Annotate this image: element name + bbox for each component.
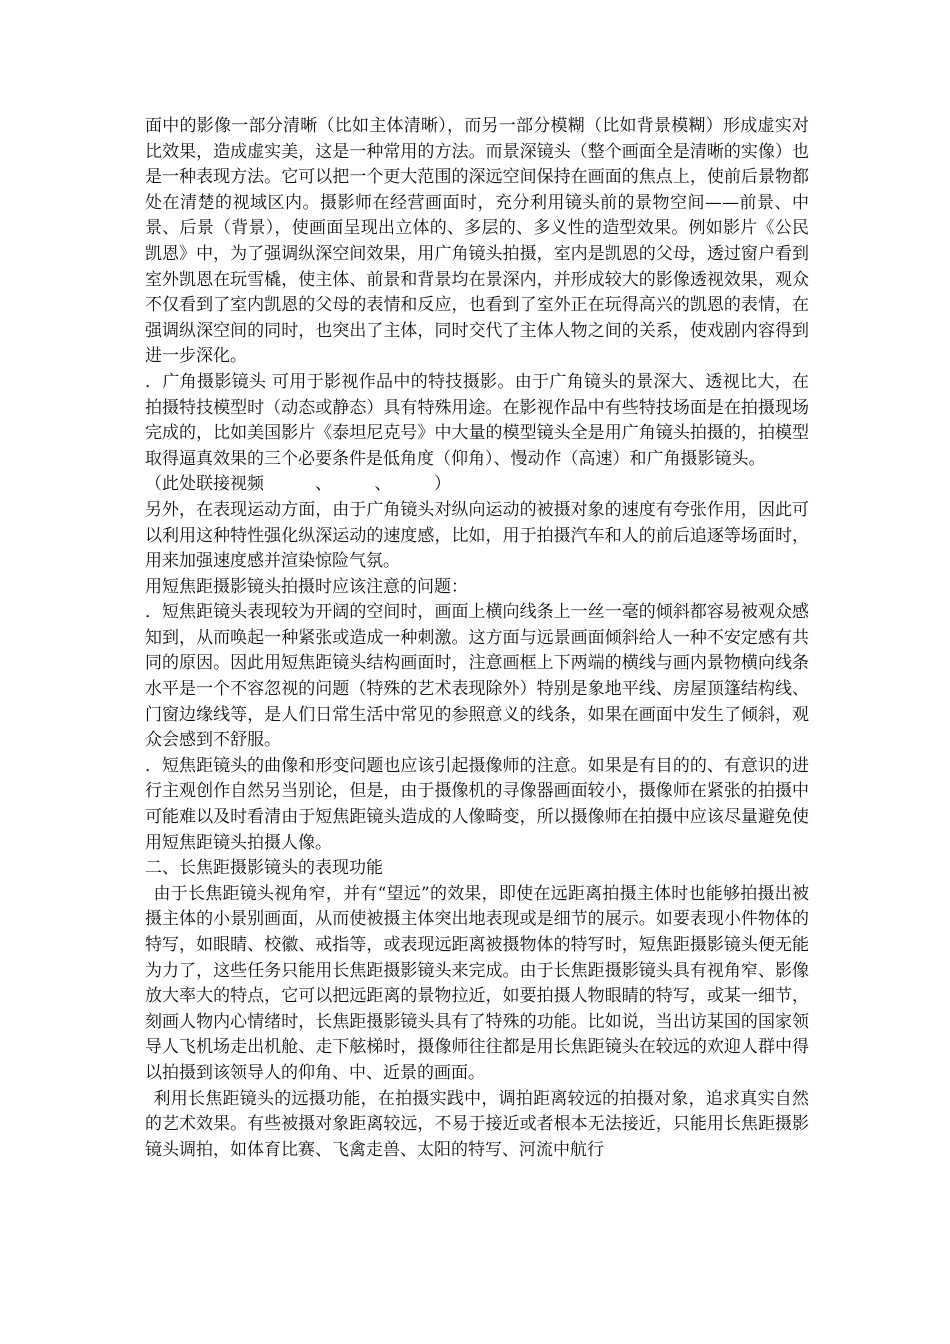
body-paragraph-telephoto-function: 由于长焦距镜头视角窄，并有“望远”的效果，即使在远距离拍摄主体时也能够拍摄出被摄主体的小景别画面，从而使被摄主体突出地表现或是细节的展示。如要表现小件物体的特写，如眼睛、校徽、戒指等，或表现远距离被摄物体的特写时，短焦距摄影镜头便无能为力了，这些任务只能用长焦距摄影镜头来完成。由于长焦距摄影镜头具有视角窄、影像放大率大的特点，它可以把远距离的景物拉近，如要拍摄人物眼睛的特写，或某一细节，刻画人物内心情绪时，长焦距摄影镜头具有了特殊的功能。比如说，当出访某国的国家领导人飞机场走出机舱、走下舷梯时，摄像师往往都是用长焦距镜头在较远的欢迎人群中得以拍摄到该领导人的仰角、中、近景的画面。 (145, 883, 809, 1083)
body-paragraph-telephoto-remote: 利用长焦距镜头的远摄功能，在拍摄实践中，调拍距离较远的拍摄对象，追求真实自然的艺术效果。有些被摄对象距离较远，不易于接近或者根本无法接近，只能用长焦距摄影镜头调拍，如体育比赛、飞禽走兽、太阳的特写、河流中航行 (145, 1088, 809, 1160)
body-paragraph-horizontal-lines: ．短焦距镜头表现较为开阔的空间时，画面上横向线条上一丝一毫的倾斜都容易被观众感知到，从而唤起一种紧张或造成一种刺激。这方面与远景画面倾斜给人一种不安定感有共同的原因。因此用短焦距镜头结构画面时，注意画框上下两端的横线与画内景物横向线条水平是一个不容忽视的问题（特殊的艺术表现除外）特别是象地平线、房屋顶篷结构线、门窗边缘线等，是人们日常生活中常见的参照意义的线条，如果在画面中发生了倾斜，观众会感到不舒服。 (145, 602, 809, 751)
body-paragraph-motion-speed: 另外，在表现运动方面，由于广角镜头对纵向运动的被摄对象的速度有夸张作用，因此可以利用这种特性强化纵深运动的速度感，比如，用于拍摄汽车和人的前后追逐等场面时，用来加强速度感并渲染惊险气氛。 (145, 499, 809, 572)
section-heading-telephoto: 二、长焦距摄影镜头的表现功能 (145, 858, 383, 879)
section-subheading-short-focal-issues: 用短焦距摄影镜头拍摄时应该注意的问题： (145, 576, 468, 597)
video-link-note: （此处联接视频 、 、 ） (145, 474, 451, 495)
body-paragraph-distortion: ．短焦距镜头的曲像和形变问题也应该引起摄像师的注意。如果是有目的的、有意识的进行主观创作自然另当别论，但是，由于摄像机的寻像器画面较小，摄像师在紧张的拍摄中可能难以及时看清由于短焦距镜头造成的人像畸变，所以摄像师在拍摄中应该尽量避免使用短焦距镜头拍摄人像。 (145, 755, 809, 853)
body-paragraph-depth-of-field: 面中的影像一部分清晰（比如主体清晰），而另一部分模糊（比如背景模糊）形成虚实对比效果，造成虚实美，这是一种常用的方法。而景深镜头（整个画面全是清晰的实像）也是一种表现方法。它可以把一个更大范围的深远空间保持在画面的焦点上，使前后景物都处在清楚的视域区内。摄影师在经营画面时，充分利用镜头前的景物空间——前景、中景、后景（背景），使画面呈现出立体的、多层的、多义性的造型效果。例如影片《公民凯恩》中，为了强调纵深空间效果，用广角镜头拍摄，室内是凯恩的父母，透过窗户看到室外凯恩在玩雪橇，使主体、前景和背景均在景深内，并形成较大的影像透视效果，观众不仅看到了室内凯恩的父母的表情和反应，也看到了室外正在玩得高兴的凯恩的表情，在强调纵深空间的同时，也突出了主体，同时交代了主体人物之间的关系，使戏剧内容得到进一步深化。 (145, 116, 809, 367)
body-paragraph-wide-angle-special-effects: ．广角摄影镜头 可用于影视作品中的特技摄影。由于广角镜头的景深大、透视比大，在拍摄特技模型时（动态或静态）具有特殊用途。在影视作品中有些特技场面是在拍摄现场完成的，比如美国影片《泰坦尼克号》中大量的模型镜头全是用广角镜头拍摄的，拍模型取得逼真效果的三个必要条件是低角度（仰角）、慢动作（高速）和广角摄影镜头。 (145, 371, 809, 469)
document-page (145, 114, 809, 1163)
